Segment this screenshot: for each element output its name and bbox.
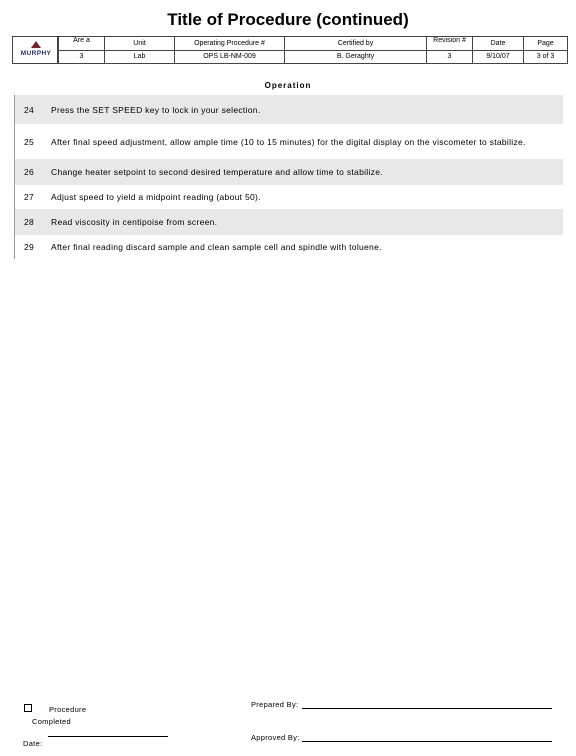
step-text: Adjust speed to yield a midpoint reading (about 50).: [51, 192, 261, 202]
step-row: [15, 209, 563, 235]
header-unit-value: Lab: [104, 50, 175, 64]
operation-steps: [14, 95, 563, 259]
step-text: Read viscosity in centipoise from screen.: [51, 217, 218, 227]
step-row: [15, 235, 563, 259]
header-certified-label: Certified by: [284, 36, 427, 51]
header-procedure-label: Operating Procedure #: [174, 36, 285, 51]
procedure-header-table: [12, 36, 555, 64]
step-number: 25: [24, 136, 35, 147]
header-revision-value: 3: [426, 50, 473, 64]
step-number: 24: [24, 104, 35, 115]
procedure-label: Procedure: [49, 705, 87, 714]
header-revision-label: Revision #: [426, 36, 473, 51]
procedure-completed-checkbox[interactable]: [24, 704, 32, 712]
step-number: 28: [24, 217, 35, 227]
document-title: Title of Procedure (continued): [167, 10, 409, 29]
step-row: [15, 95, 563, 124]
logo-text: MURPHY: [20, 50, 52, 57]
header-page-value: 3 of 3: [523, 50, 568, 64]
completed-label: Completed: [32, 717, 71, 726]
header-date-value: 9/10/07: [472, 50, 524, 64]
header-date-label: Date: [472, 36, 524, 51]
header-unit-label: Unit: [104, 36, 175, 51]
approved-by-line[interactable]: [302, 741, 552, 742]
step-number: 27: [24, 192, 35, 202]
header-procedure-value: OPS LB-NM-009: [174, 50, 285, 64]
header-area-label: Are a: [58, 36, 105, 51]
date-label: Date:: [23, 739, 43, 748]
header-certified-value: B. Geraghty: [284, 50, 427, 64]
header-page-label: Page: [523, 36, 568, 51]
step-text: Change heater setpoint to second desired temperature and allow time to stabilize.: [51, 167, 383, 177]
step-text: After final speed adjustment, allow ample time (10 to 15 minutes) for the digital display on the viscometer to stabilize.: [51, 136, 526, 147]
step-number: 26: [24, 167, 35, 177]
completed-signature-line[interactable]: [48, 736, 168, 737]
step-number: 29: [24, 242, 35, 252]
operation-heading: Operation: [264, 81, 312, 90]
step-text: After final reading discard sample and clean sample cell and spindle with toluene.: [51, 242, 382, 252]
header-area-value: 3: [58, 50, 105, 64]
step-row: [15, 159, 563, 185]
step-row: [15, 124, 563, 159]
prepared-by-line[interactable]: [302, 708, 552, 709]
step-row: [15, 185, 563, 209]
company-logo: [12, 36, 58, 64]
logo-triangle-icon: [31, 41, 41, 48]
prepared-by-label: Prepared By:: [251, 700, 299, 709]
approved-by-label: Approved By:: [251, 733, 300, 742]
step-text: Press the SET SPEED key to lock in your selection.: [51, 104, 261, 115]
